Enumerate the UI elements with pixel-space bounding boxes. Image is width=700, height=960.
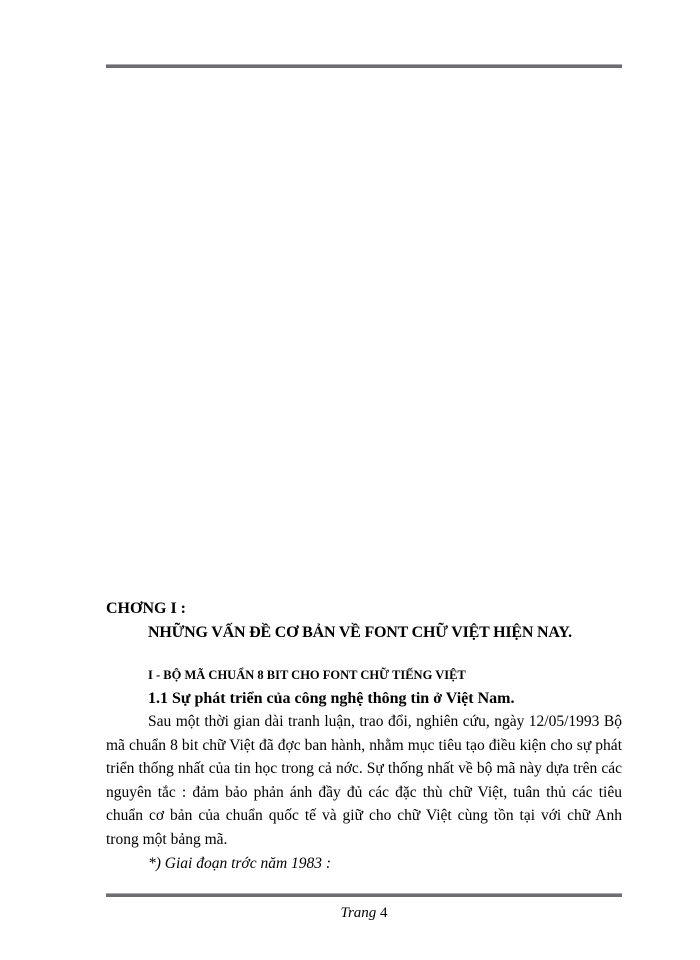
- header-rule: [106, 64, 622, 68]
- page-label: Trang: [340, 905, 377, 921]
- section-heading: I - BỘ MÃ CHUẨN 8 BIT CHO FONT CHỮ TIẾNG VIỆT: [148, 668, 466, 682]
- page-body: [106, 597, 622, 875]
- subsection-heading: 1.1 Sự phát triển của công nghệ thông tin ở Việt Nam.: [148, 690, 515, 707]
- italic-subheading: *) Giai đoạn trớc năm 1983 :: [148, 854, 332, 872]
- chapter-label: CHƠNG I :: [106, 600, 186, 617]
- footer-rule: [106, 893, 622, 897]
- page-footer: [106, 903, 622, 923]
- body-paragraph: Sau một thời gian dài tranh luận, trao đổi, nghiên cứu, ngày 12/05/1993 Bộ mã chuẩn 8 bit chữ Việt đã đợc ban hành, nhằm mục tiêu tạo điều kiện cho sự phát triển thống nhất của tin học trong cả nớc. Sự thống nhất về bộ mã này dựa trên các nguyên tắc : đảm bảo phản ánh đầy đủ các đặc thù chữ Việt, tuân thủ các tiêu chuẩn cơ bản của chuẩn quốc tế và giữ cho chữ Việt cùng tồn tại với chữ Anh trong một bảng mã.: [106, 713, 622, 848]
- chapter-title: NHỮNG VẤN ĐỀ CƠ BẢN VỀ FONT CHỮ VIỆT HIỆN NAY.: [148, 624, 572, 641]
- page-number: 4: [380, 905, 388, 921]
